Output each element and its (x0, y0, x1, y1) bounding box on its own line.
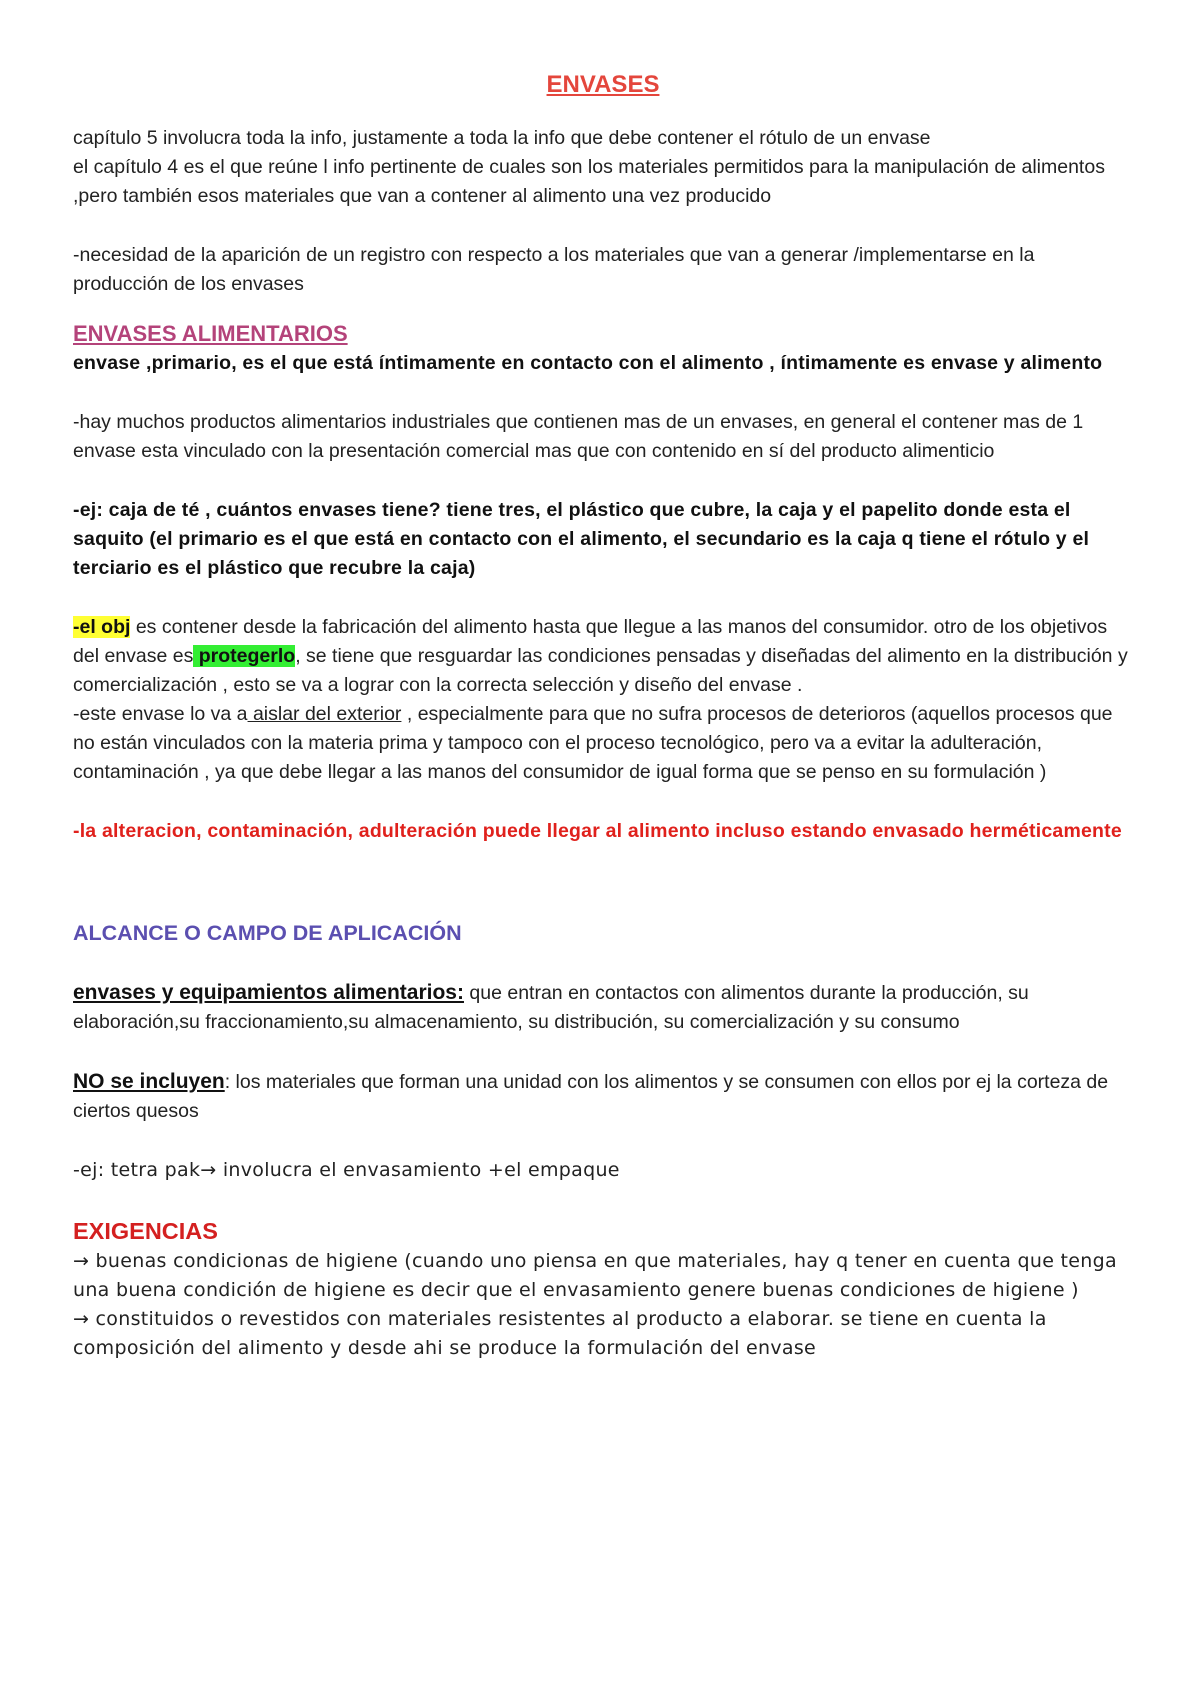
exclusion-paragraph (73, 1067, 1133, 1126)
objective-paragraph (73, 613, 1133, 700)
intro-line-3: -necesidad de la aparición de un registro con respecto a los materiales que van a generar /implementarse en la producción de los envases (73, 244, 1035, 295)
protect-highlight: protegerlo (193, 645, 296, 667)
requirement-resistant-materials: → constituidos o revestidos con materiales resistentes al producto a elaborar. se tiene en cuenta la composición del alimento y desde ahi se produce la formulación del envase (73, 1308, 1047, 1359)
exclusion-label: NO se incluyen (73, 1070, 225, 1093)
tea-box-example: -ej: caja de té , cuántos envases tiene? tiene tres, el plástico que cubre, la caja y el papelito donde esta el saquito (el primario es el que está en contacto con el alimento, el secundario es la caja q tiene el rótulo y el terciario es el plástico que recubre la caja) (73, 499, 1090, 579)
isolate-pre: -este envase lo va a (73, 703, 248, 725)
section-heading-alcance: ALCANCE O CAMPO DE APLICACIÓN (73, 921, 462, 945)
section-heading-envases-alimentarios: ENVASES ALIMENTARIOS (73, 321, 348, 346)
tetra-pak-example: -ej: tetra pak→ involucra el envasamiento +el empaque (73, 1159, 620, 1181)
document-page (73, 70, 1133, 1363)
scope-label: envases y equipamientos alimentarios: (73, 981, 464, 1004)
isolate-underlined: aislar del exterior (247, 703, 402, 725)
primary-definition: envase ,primario, es el que está íntimamente en contacto con el alimento , íntimamente es envase y alimento (73, 352, 1103, 374)
intro-line-1: capítulo 5 involucra toda la info, justamente a toda la info que debe contener el rótulo de un envase (73, 127, 931, 149)
contamination-warning: -la alteracion, contaminación, adulteración puede llegar al alimento incluso estando envasado herméticamente (73, 820, 1122, 842)
scope-text: que entran en contactos con alimentos durante la producción, su elaboración,su fraccionamiento,su almacenamiento, su distribución, su comercialización y su consumo (73, 982, 1029, 1033)
exclusion-text: : los materiales que forman una unidad con los alimentos y se consumen con ellos por ej la corteza de ciertos quesos (73, 1071, 1109, 1122)
multiple-envases-paragraph: -hay muchos productos alimentarios industriales que contienen mas de un envases, en general el contener mas de 1 envase esta vinculado con la presentación comercial mas que con contenido en sí del producto alimenticio (73, 411, 1084, 462)
isolate-paragraph (73, 700, 1133, 787)
objective-text-1: es contener desde la fabricación del alimento hasta que llegue a las manos del consumidor. otro de los objetivos del envase es (73, 616, 1108, 667)
isolate-post: , especialmente para que no sufra procesos de deterioros (aquellos procesos que no están vinculados con la materia prima y tampoco con el proceso tecnológico, pero va a evitar la adulteración, contaminación , ya que debe llegar a las manos del consumidor de igual forma que se penso en su formulación ) (73, 703, 1113, 783)
objective-text-2: , se tiene que resguardar las condiciones pensadas y diseñadas del alimento en la distribución y comercialización , esto se va a lograr con la correcta selección y diseño del envase . (73, 645, 1128, 696)
page-title: ENVASES (546, 71, 660, 98)
requirement-hygiene: → buenas condicionas de higiene (cuando uno piensa en que materiales, hay q tener en cuenta que tenga una buena condición de higiene es decir que el envasamiento genere buenas condiciones de higiene ) (73, 1250, 1117, 1301)
section-heading-exigencias: EXIGENCIAS (73, 1218, 218, 1244)
intro-line-2: el capítulo 4 es el que reúne l info pertinente de cuales son los materiales permitidos para la manipulación de alimentos ,pero también esos materiales que van a contener al alimento una vez producido (73, 156, 1105, 207)
objective-label-highlight: -el obj (73, 616, 131, 638)
scope-paragraph (73, 978, 1133, 1037)
